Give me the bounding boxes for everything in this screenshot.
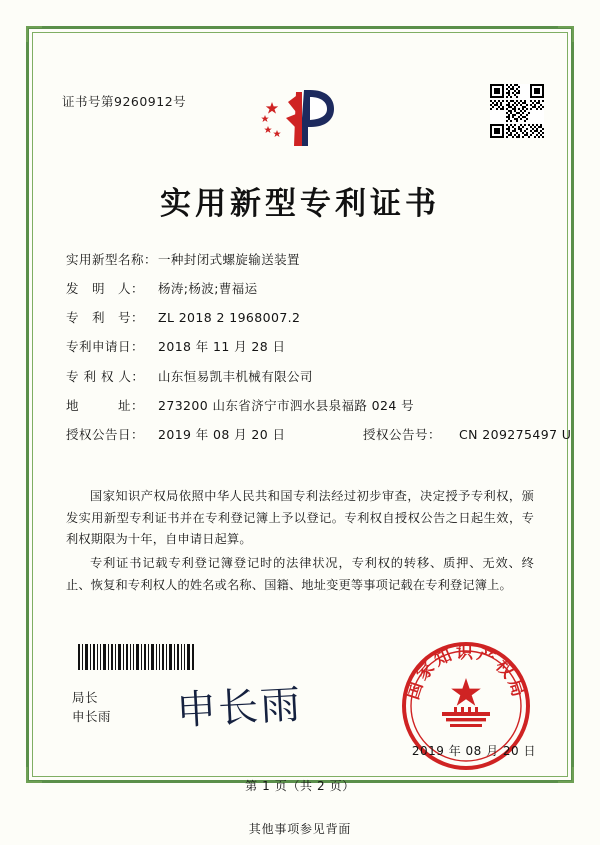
seal-date: 2019 年 08 月 20 日 — [411, 744, 536, 758]
signature-role: 局长 — [72, 690, 99, 705]
field-label-secondary: 授权公告号： — [363, 426, 442, 442]
field-value: 杨涛;杨波;曹福运 — [158, 281, 258, 297]
corner-ornament-top-left — [26, 26, 42, 42]
signature-block — [72, 688, 111, 727]
field-value: 2018 年 11 月 28 日 — [158, 339, 286, 355]
svg-text:国家知识产权局: 国家知识产权局 — [403, 643, 529, 703]
field-row-grant-announcement — [66, 426, 572, 443]
field-row-patent-number — [66, 310, 536, 326]
field-row-application-date — [66, 339, 536, 355]
field-label: 专 利 号： — [66, 310, 145, 326]
field-label: 发 明 人： — [66, 281, 145, 297]
corner-ornament-top-right — [558, 26, 574, 42]
field-label: 实用新型名称： — [66, 252, 158, 267]
field-value: 一种封闭式螺旋输送装置 — [158, 252, 300, 267]
certificate-fields — [66, 252, 572, 456]
qr-code-icon — [490, 84, 544, 138]
field-row-address — [66, 398, 536, 414]
legal-paragraph-1: 国家知识产权局依照中华人民共和国专利法经过初步审查，决定授予专利权，颁发实用新型专利证书并在专利登记簿上予以登记。专利权自授权公告之日起生效，专利权期限为十年，自申请日起算。 — [66, 489, 534, 547]
field-label: 地 址： — [66, 397, 145, 413]
legal-text — [66, 486, 534, 599]
handwritten-signature: 申长雨 — [175, 681, 304, 735]
field-value: 山东恒易凯丰机械有限公司 — [158, 368, 313, 384]
page-count: 第 1 页（共 2 页） — [245, 779, 355, 793]
field-value: 273200 山东省济宁市泗水县泉福路 024 号 — [158, 397, 414, 413]
field-row-patentee — [66, 369, 536, 385]
field-value-secondary: CN 209275497 U — [459, 426, 572, 442]
field-row-invention-name — [66, 252, 536, 268]
field-label: 专利申请日： — [66, 339, 145, 355]
page-title: 实用新型专利证书 — [160, 186, 440, 222]
field-label: 授权公告日： — [66, 426, 145, 442]
footer-note: 其他事项参见背面 — [248, 822, 352, 836]
field-value: ZL 2018 2 1968007.2 — [158, 310, 301, 326]
cnipa-logo-icon — [252, 82, 348, 154]
field-label: 专 利 权 人： — [66, 368, 145, 384]
field-value: 2019 年 08 月 20 日 — [158, 426, 286, 442]
legal-paragraph-2: 专利证书记载专利登记簿登记时的法律状况，专利权的转移、质押、无效、终止、恢复和专利权人的姓名或名称、国籍、地址变更等事项记载在专利登记簿上。 — [66, 556, 534, 592]
field-row-inventors — [66, 281, 536, 297]
signature-name: 申长雨 — [72, 709, 112, 725]
certificate-number: 证书号第9260912号 — [62, 94, 187, 109]
barcode-icon — [78, 644, 196, 670]
